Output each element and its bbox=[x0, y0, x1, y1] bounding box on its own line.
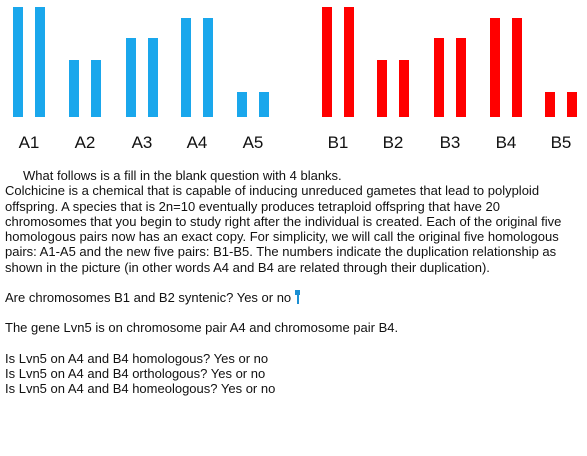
chromosome-a5-label: A5 bbox=[242, 133, 264, 152]
chromosome-a4-bar-1 bbox=[181, 18, 191, 117]
chromosome-b5-label: B5 bbox=[550, 133, 572, 152]
chromosome-b2-bar-2 bbox=[399, 60, 409, 117]
body-paragraph: Colchicine is a chemical that is capable of inducing unreduced gametes that lead to polyploid offspring. A species that is 2n=10 eventually produces tetraploid offspring that have 20 chromosomes that you begin to study right after the individual is created. Each of the original five homologous pairs now has an exact copy. For simplicity, we will call the original five homologous pairs: A1-A5 and the new five pairs: B1-B5. The numbers indicate the duplication relationship as shown in the picture (in other words A4 and B4 are related through their duplication). bbox=[5, 183, 562, 275]
chromosome-a5-bar-2 bbox=[259, 92, 269, 117]
question-synteny-text: Are chromosomes B1 and B2 syntenic? Yes or no bbox=[5, 290, 292, 306]
question-synteny bbox=[5, 290, 580, 305]
chromosome-b4-bar-1 bbox=[490, 18, 500, 117]
chromosome-a2-bar-1 bbox=[69, 60, 79, 117]
chromosome-a4-label: A4 bbox=[186, 133, 208, 152]
chromosome-b4-bar-2 bbox=[512, 18, 522, 117]
chromosome-b3-bar-2 bbox=[456, 38, 466, 117]
text-cursor-icon bbox=[295, 290, 301, 304]
chromosome-b1-bar-2 bbox=[344, 7, 354, 117]
chromosome-a3-label: A3 bbox=[131, 133, 153, 152]
chromosome-b5-bar-2 bbox=[567, 92, 577, 117]
chromosome-b5-bar-1 bbox=[545, 92, 555, 117]
chromosome-b3-label: B3 bbox=[439, 133, 461, 152]
chromosome-figure bbox=[0, 0, 587, 160]
chromosome-a3-bar-1 bbox=[126, 38, 136, 117]
chromosome-b2-label: B2 bbox=[382, 133, 404, 152]
chromosome-a2-bar-2 bbox=[91, 60, 101, 117]
chromosome-a1-label: A1 bbox=[18, 133, 40, 152]
intro-text: What follows is a fill in the blank question with 4 blanks. bbox=[23, 168, 342, 183]
question-orthologous: Is Lvn5 on A4 and B4 orthologous? Yes or no bbox=[5, 365, 266, 381]
chromosome-a1-bar-2 bbox=[35, 7, 45, 117]
chromosome-b3-bar-1 bbox=[434, 38, 444, 117]
chromosome-a3-bar-2 bbox=[148, 38, 158, 117]
chromosome-b2-bar-1 bbox=[377, 60, 387, 117]
chromosome-a5-bar-1 bbox=[237, 92, 247, 117]
chromosome-b1-bar-1 bbox=[322, 7, 332, 117]
chromosome-a2-label: A2 bbox=[74, 133, 96, 152]
chromosome-a1-bar-1 bbox=[13, 7, 23, 117]
question-homologous: Is Lvn5 on A4 and B4 homologous? Yes or no bbox=[5, 350, 269, 366]
chromosome-b4-label: B4 bbox=[495, 133, 517, 152]
gene-statement: The gene Lvn5 is on chromosome pair A4 and chromosome pair B4. bbox=[5, 320, 399, 336]
question-text bbox=[5, 168, 580, 397]
question-homeologous: Is Lvn5 on A4 and B4 homeologous? Yes or no bbox=[5, 381, 276, 397]
chromosome-b1-label: B1 bbox=[327, 133, 349, 152]
chromosome-a4-bar-2 bbox=[203, 18, 213, 117]
